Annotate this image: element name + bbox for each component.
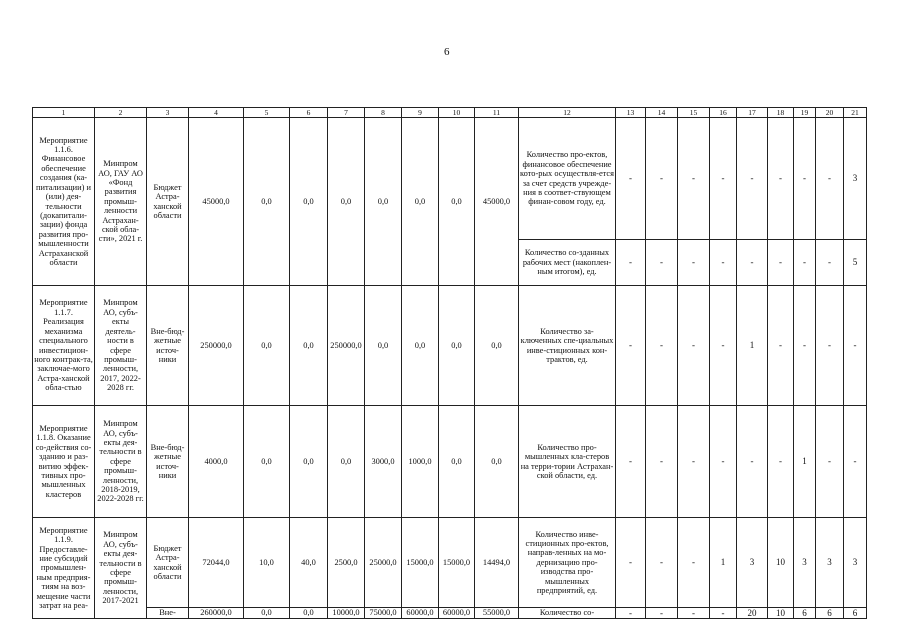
indicator-cell: - bbox=[678, 406, 710, 518]
amount-cell: 0,0 bbox=[365, 286, 402, 406]
col-header: 7 bbox=[328, 108, 365, 118]
indicator-text: Количество про-ектов, финансовое обеспечение кото-рых осуществля-ется за счет средств учрежде-ния в соответ-ствующем финан-совом году, ед. bbox=[519, 118, 616, 240]
col-header: 16 bbox=[710, 108, 737, 118]
funding-source: Вне- bbox=[147, 608, 189, 619]
indicator-cell: - bbox=[646, 406, 678, 518]
amount-cell: 1000,0 bbox=[402, 406, 439, 518]
amount-cell: 0,0 bbox=[402, 286, 439, 406]
executor: Минпром АО, субъ-екты дея-тельности в сфере промыш-ленности, 2017-2021 bbox=[95, 518, 147, 619]
indicator-cell: - bbox=[678, 518, 710, 608]
col-header: 11 bbox=[475, 108, 519, 118]
indicator-cell: - bbox=[646, 518, 678, 608]
col-header: 12 bbox=[519, 108, 616, 118]
col-header: 5 bbox=[244, 108, 290, 118]
amount-cell: 10,0 bbox=[244, 518, 290, 608]
amount-cell: 250000,0 bbox=[328, 286, 365, 406]
indicator-cell: 3 bbox=[844, 518, 867, 608]
col-header: 20 bbox=[816, 108, 844, 118]
indicator-cell: - bbox=[678, 118, 710, 240]
page-number: 6 bbox=[444, 46, 450, 58]
amount-cell: 0,0 bbox=[328, 406, 365, 518]
indicator-cell: - bbox=[616, 286, 646, 406]
indicator-cell: - bbox=[710, 608, 737, 619]
amount-cell: 15000,0 bbox=[402, 518, 439, 608]
indicator-cell: 3 bbox=[794, 518, 816, 608]
amount-cell: 60000,0 bbox=[402, 608, 439, 619]
amount-cell: 0,0 bbox=[244, 406, 290, 518]
indicator-cell: - bbox=[616, 608, 646, 619]
indicator-cell: - bbox=[816, 406, 844, 518]
amount-cell: 45000,0 bbox=[189, 118, 244, 286]
indicator-cell: 1 bbox=[737, 286, 768, 406]
header-row bbox=[33, 108, 867, 118]
amount-cell: 25000,0 bbox=[365, 518, 402, 608]
amount-cell: 0,0 bbox=[290, 118, 328, 286]
amount-cell: 0,0 bbox=[244, 286, 290, 406]
indicator-cell: 3 bbox=[844, 118, 867, 240]
indicator-cell: - bbox=[794, 118, 816, 240]
indicator-cell: 10 bbox=[768, 518, 794, 608]
indicator-cell: - bbox=[710, 406, 737, 518]
indicator-cell: 1 bbox=[794, 406, 816, 518]
amount-cell: 15000,0 bbox=[439, 518, 475, 608]
executor: Минпром АО, субъ-екты дея-тельности в сфере промыш-ленности, 2018-2019, 2022-2028 гг. bbox=[95, 406, 147, 518]
col-header: 19 bbox=[794, 108, 816, 118]
indicator-cell: 3 bbox=[737, 518, 768, 608]
table-row bbox=[33, 286, 867, 406]
amount-cell: 0,0 bbox=[290, 286, 328, 406]
measure-name: Мероприятие 1.1.8. Оказание со-действия со-зданию и раз-витию эффек-тивных про-мышленных кластеров bbox=[33, 406, 95, 518]
amount-cell: 10000,0 bbox=[328, 608, 365, 619]
amount-cell: 0,0 bbox=[475, 406, 519, 518]
amount-cell: 0,0 bbox=[290, 608, 328, 619]
indicator-cell: - bbox=[794, 240, 816, 286]
indicator-cell: - bbox=[737, 406, 768, 518]
amount-cell: 55000,0 bbox=[475, 608, 519, 619]
indicator-cell: - bbox=[794, 286, 816, 406]
indicator-cell: 5 bbox=[844, 240, 867, 286]
indicator-cell: - bbox=[768, 286, 794, 406]
indicator-cell: - bbox=[710, 118, 737, 240]
amount-cell: 2500,0 bbox=[328, 518, 365, 608]
indicator-cell: - bbox=[816, 286, 844, 406]
col-header: 9 bbox=[402, 108, 439, 118]
indicator-cell: - bbox=[678, 286, 710, 406]
amount-cell: 0,0 bbox=[439, 406, 475, 518]
col-header: 21 bbox=[844, 108, 867, 118]
amount-cell: 0,0 bbox=[439, 118, 475, 286]
indicator-cell: - bbox=[616, 406, 646, 518]
table-row bbox=[33, 118, 867, 240]
col-header: 4 bbox=[189, 108, 244, 118]
col-header: 1 bbox=[33, 108, 95, 118]
amount-cell: 0,0 bbox=[365, 118, 402, 286]
amount-cell: 75000,0 bbox=[365, 608, 402, 619]
indicator-cell: - bbox=[646, 240, 678, 286]
col-header: 14 bbox=[646, 108, 678, 118]
col-header: 13 bbox=[616, 108, 646, 118]
indicator-text: Количество про-мышленных кла-стеров на терри-тории Астрахан-ской области, ед. bbox=[519, 406, 616, 518]
funding-source: Вне-бюд-жетные источ-ники bbox=[147, 286, 189, 406]
col-header: 8 bbox=[365, 108, 402, 118]
col-header: 17 bbox=[737, 108, 768, 118]
executor: Минпром АО, ГАУ АО «Фонд развития промыш-ленности Астрахан-ской обла-сти», 2021 г. bbox=[95, 118, 147, 286]
table-row bbox=[33, 608, 867, 619]
indicator-cell: 6 bbox=[794, 608, 816, 619]
amount-cell: 0,0 bbox=[328, 118, 365, 286]
indicator-cell: - bbox=[710, 286, 737, 406]
amount-cell: 0,0 bbox=[290, 406, 328, 518]
indicator-cell: - bbox=[768, 240, 794, 286]
amount-cell: 14494,0 bbox=[475, 518, 519, 608]
indicator-text: Количество со-зданных рабочих мест (накоплен-ным итогом), ед. bbox=[519, 240, 616, 286]
amount-cell: 0,0 bbox=[244, 608, 290, 619]
indicator-cell: - bbox=[710, 240, 737, 286]
indicator-cell: - bbox=[768, 406, 794, 518]
col-header: 6 bbox=[290, 108, 328, 118]
amount-cell: 60000,0 bbox=[439, 608, 475, 619]
col-header: 18 bbox=[768, 108, 794, 118]
indicator-cell: - bbox=[646, 118, 678, 240]
amount-cell: 0,0 bbox=[244, 118, 290, 286]
funding-source: Бюджет Астра-ханской области bbox=[147, 118, 189, 286]
indicator-cell: - bbox=[646, 608, 678, 619]
measure-name: Мероприятие 1.1.9. Предоставле-ние субсидий промышлен-ным предприя-тиям на воз-мещение части затрат на реа- bbox=[33, 518, 95, 619]
amount-cell: 260000,0 bbox=[189, 608, 244, 619]
indicator-cell: 3 bbox=[816, 518, 844, 608]
indicator-cell: - bbox=[646, 286, 678, 406]
col-header: 10 bbox=[439, 108, 475, 118]
amount-cell: 250000,0 bbox=[189, 286, 244, 406]
table-row bbox=[33, 518, 867, 608]
indicator-cell: 10 bbox=[768, 608, 794, 619]
indicator-cell: - bbox=[816, 118, 844, 240]
measure-name: Мероприятие 1.1.7. Реализация механизма специального инвестицион-ного контрак-та, заключае-мого Астра-ханской обла-стью bbox=[33, 286, 95, 406]
indicator-cell: - bbox=[768, 118, 794, 240]
table-row bbox=[33, 406, 867, 518]
indicator-cell: - bbox=[616, 118, 646, 240]
indicator-cell: - bbox=[816, 240, 844, 286]
indicator-text: Количество за-ключенных спе-циальных инве-стиционных кон-трактов, ед. bbox=[519, 286, 616, 406]
amount-cell: 3000,0 bbox=[365, 406, 402, 518]
col-header: 2 bbox=[95, 108, 147, 118]
indicator-cell: 20 bbox=[737, 608, 768, 619]
amount-cell: 72044,0 bbox=[189, 518, 244, 608]
amount-cell: 4000,0 bbox=[189, 406, 244, 518]
indicator-cell: - bbox=[737, 240, 768, 286]
measure-name: Мероприятие 1.1.6. Финансовое обеспечение создания (ка-питализации) и (или) дея-тельности (докапитали-зации) фонда развития про-мышленности Астраханской области bbox=[33, 118, 95, 286]
indicator-cell: 6 bbox=[816, 608, 844, 619]
amount-cell: 0,0 bbox=[439, 286, 475, 406]
amount-cell: 40,0 bbox=[290, 518, 328, 608]
indicator-cell: 1 bbox=[710, 518, 737, 608]
amount-cell: 0,0 bbox=[475, 286, 519, 406]
funding-source: Вне-бюд-жетные источ-ники bbox=[147, 406, 189, 518]
executor: Минпром АО, субъ-екты деятель-ности в сфере промыш-ленности, 2017, 2022-2028 гг. bbox=[95, 286, 147, 406]
indicator-cell: 6 bbox=[844, 608, 867, 619]
indicator-cell: - bbox=[678, 240, 710, 286]
amount-cell: 45000,0 bbox=[475, 118, 519, 286]
indicator-cell: - bbox=[737, 118, 768, 240]
col-header: 3 bbox=[147, 108, 189, 118]
indicator-text: Количество со- bbox=[519, 608, 616, 619]
indicator-cell: - bbox=[616, 240, 646, 286]
funding-source: Бюджет Астра-ханской области bbox=[147, 518, 189, 608]
indicator-cell: - bbox=[844, 406, 867, 518]
program-measures-table bbox=[32, 107, 867, 619]
indicator-cell: - bbox=[678, 608, 710, 619]
amount-cell: 0,0 bbox=[402, 118, 439, 286]
indicator-cell: - bbox=[844, 286, 867, 406]
col-header: 15 bbox=[678, 108, 710, 118]
indicator-cell: - bbox=[616, 518, 646, 608]
indicator-text: Количество инве-стиционных про-ектов, направ-ленных на мо-дернизацию про-изводства про-мышленных предприятий, ед. bbox=[519, 518, 616, 608]
